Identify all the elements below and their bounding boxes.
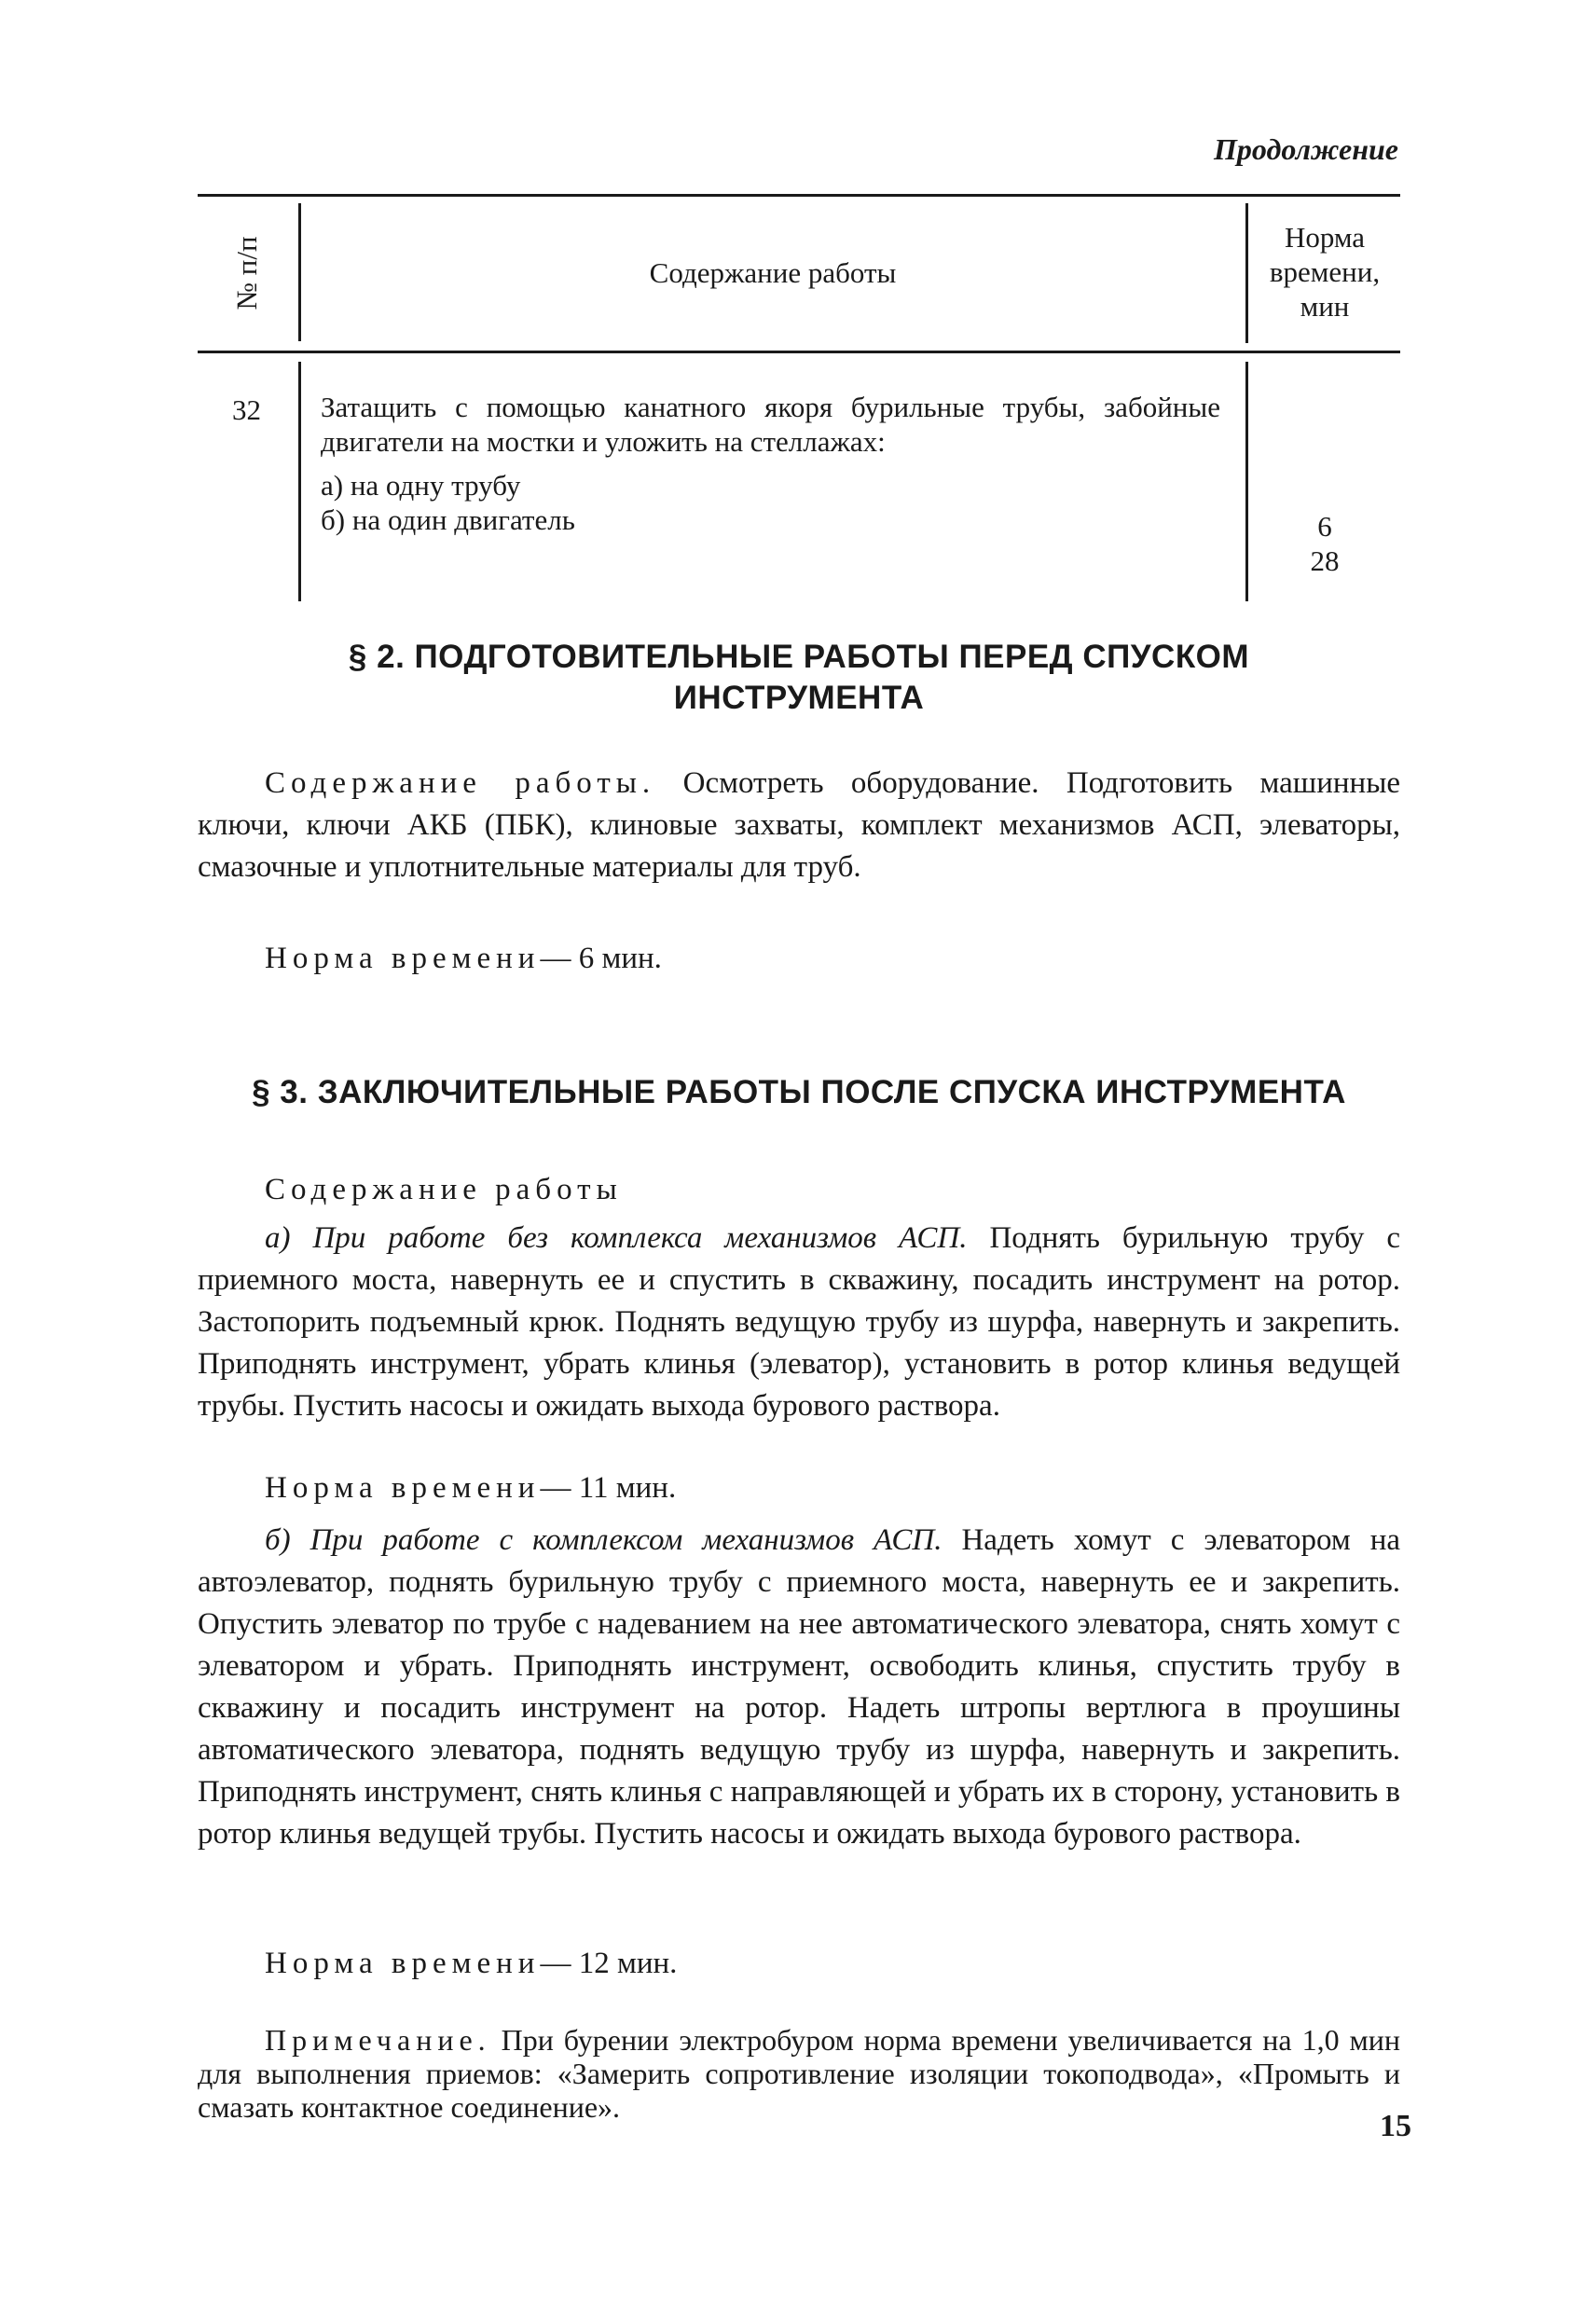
note-text: При бурении электробуром норма времени увеличивается на 1,0 мин для выполнения приемов: «Замерить сопротивление изоляции токоподвода», «Промыть и смазать контактное соединение».: [198, 2023, 1401, 2124]
row-norm-b: 28: [1310, 544, 1340, 577]
case-b-text: Надеть хомут с элеватором на автоэлеватор, поднять бурильную трубу с приемного моста, навернуть ее и закрепить. Опустить элеватор по трубе с надеванием на нее автоматического элеватора, снять хомут с элеватором и убрать. Приподнять инструмент, освободить клинья, спустить трубу в скважину и посадить инструмент на ротор. Надеть штропы вертлюга в проушины автоматического элеватора, поднять ведущую трубу из шурфа, навернуть и закрепить. Приподнять инструмент, снять клинья с направляющей и убрать их в сторону, установить в ротор клинья ведущей трубы. Пустить насосы и ожидать выхода бурового раствора.: [198, 1523, 1401, 1851]
section2-norm-value: — 6 мин.: [540, 942, 662, 975]
norm-table: [198, 194, 1400, 601]
row-content: [321, 390, 1220, 537]
section2-heading: [198, 637, 1400, 719]
row-option-b: б) на один двигатель: [321, 503, 575, 536]
section2-title-line1: § 2. ПОДГОТОВИТЕЛЬНЫЕ РАБОТЫ ПЕРЕД СПУСКОМ: [348, 639, 1250, 675]
section3-case-a: [198, 1218, 1400, 1427]
section3-heading: § 3. ЗАКЛЮЧИТЕЛЬНЫЕ РАБОТЫ ПОСЛЕ СПУСКА ИНСТРУМЕНТА: [252, 1074, 1346, 1110]
table-divider: [298, 203, 301, 341]
case-a-text: Поднять бурильную трубу с приемного моста, навернуть ее и спустить в скважину, посадить инструмент на ротор. Застопорить подъемный крюк. Поднять ведущую трубу из шурфа, навернуть и закрепить. Приподнять инструмент, убрать клинья (элеватор), установить в ротор клинья ведущей трубы. Пустить насосы и ожидать выхода бурового раствора.: [198, 1221, 1400, 1423]
case-a-norm: [265, 1467, 676, 1509]
case-b-norm-value: — 12 мин.: [540, 1947, 678, 1980]
case-a-norm-label: Норма времени: [265, 1471, 541, 1505]
page-number: 15: [1380, 2109, 1411, 2143]
case-b-norm-label: Норма времени: [265, 1947, 541, 1980]
case-b-norm: [265, 1943, 677, 1985]
case-b-title: б) При работе с комплексом механизмов АСП.: [265, 1523, 942, 1557]
table-divider: [1245, 203, 1248, 343]
section2-norm: [265, 938, 662, 980]
section2-title-line2: ИНСТРУМЕНТА: [673, 680, 925, 716]
continuation-label: Продолжение: [1214, 132, 1398, 166]
row-text: Затащить с помощью канатного якоря бурильные трубы, забойные двигатели на мостки и уложить на стеллажах:: [321, 391, 1220, 458]
note-label: Примечание.: [265, 2023, 491, 2057]
note: [198, 2023, 1400, 2124]
header-norm: Норма времени, мин: [1269, 221, 1381, 323]
header-number-label: № п/п: [229, 236, 263, 310]
section2-content-label: Содержание работы.: [265, 766, 656, 800]
row-option-a: а) на одну трубу: [321, 469, 521, 502]
table-header-rule: [198, 351, 1400, 353]
case-a-title: а) При работе без комплекса механизмов АСП.: [265, 1221, 968, 1255]
table-divider: [298, 362, 301, 601]
table-divider: [1245, 362, 1248, 601]
row-number: 32: [232, 393, 261, 426]
section2-norm-label: Норма времени: [265, 942, 541, 975]
case-a-norm-value: — 11 мин.: [540, 1471, 677, 1505]
section2-content-text: Осмотреть оборудование. Подготовить машинные ключи, ключи АКБ (ПБК), клиновые захваты, комплект механизмов АСП, элеваторы, смазочные и уплотнительные материалы для труб.: [198, 766, 1401, 884]
header-content: Содержание работы: [649, 256, 897, 289]
header-number: [198, 203, 296, 343]
row-norm-a: 6: [1317, 510, 1332, 543]
section2-content: [198, 763, 1400, 888]
section3-case-b: [198, 1520, 1400, 1855]
table-top-rule: [198, 194, 1400, 197]
section3-content-label: Содержание работы: [265, 1173, 623, 1206]
